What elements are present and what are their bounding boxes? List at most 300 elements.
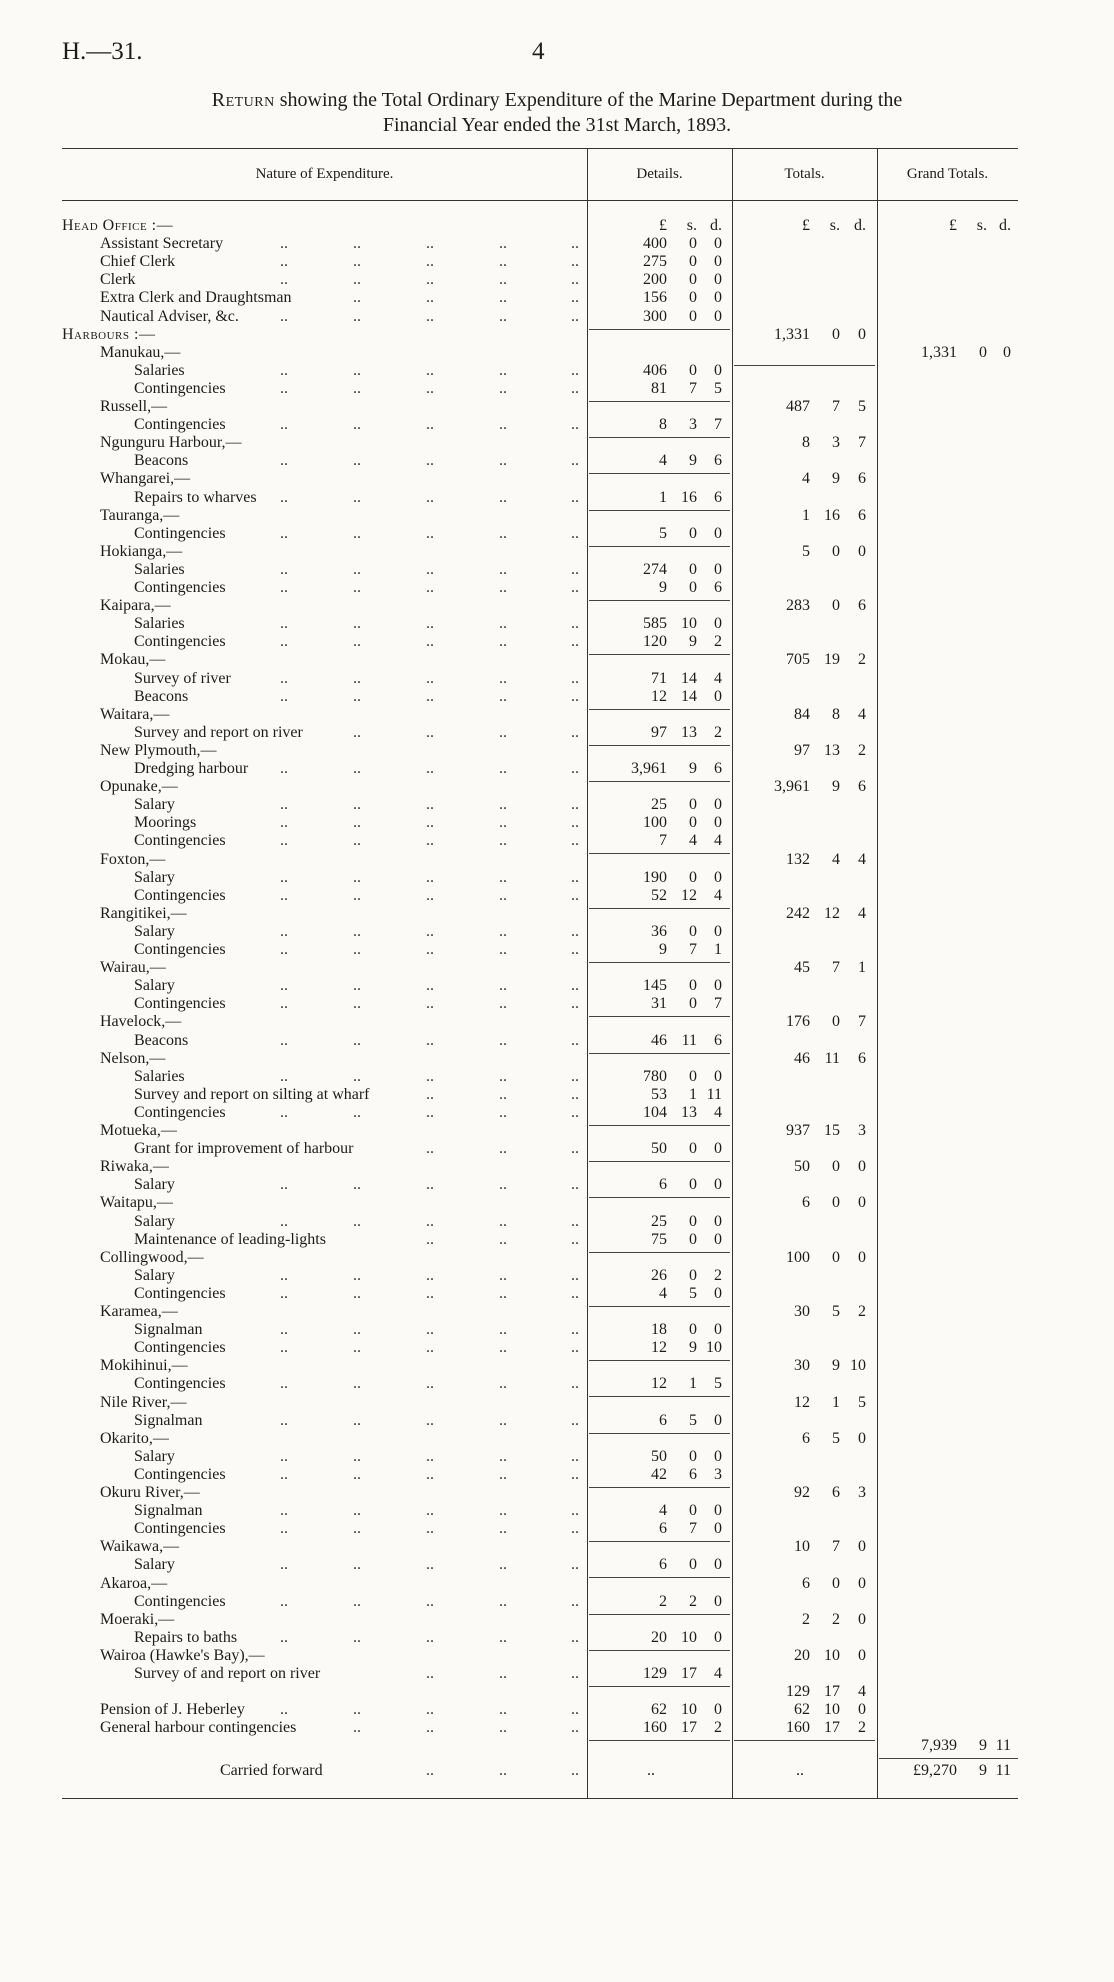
leader-dot: .. [426, 579, 434, 596]
details-amount-shillings: 0 [689, 1067, 697, 1085]
leader-dot: .. [499, 1592, 507, 1610]
leader-dot: .. [280, 524, 288, 542]
leader-dot: .. [353, 868, 361, 886]
row-label: Maintenance of leading-lights [134, 1230, 326, 1248]
leader-dot: .. [353, 560, 361, 578]
leader-dot: .. [426, 1085, 434, 1103]
row-label: Contingencies [134, 379, 226, 397]
details-amount-pounds: 406 [643, 361, 667, 379]
row-label: Russell,— [100, 398, 168, 415]
totals-amount-pence: 0 [858, 1194, 866, 1212]
totals-amount-pence: 0 [858, 1158, 866, 1176]
leader-dot: .. [499, 760, 507, 777]
row-label: Riwaka,— [100, 1158, 169, 1176]
column-header-totals: Totals. [784, 166, 825, 182]
leader-dot: .. [426, 1103, 434, 1121]
details-amount-pence: 2 [714, 633, 722, 651]
leader-dot: .. [280, 452, 288, 470]
table-row [0, 289, 1114, 307]
leader-dot: .. [280, 416, 288, 434]
leader-dot: .. [426, 1284, 434, 1302]
table-row [0, 670, 1114, 688]
row-label: Salary [134, 922, 175, 940]
totals-amount-shillings: 13 [824, 741, 840, 759]
row-label: Ngunguru Harbour,— [100, 434, 242, 452]
leader-dot: .. [426, 1176, 434, 1194]
row-label: Whangarei,— [100, 470, 191, 488]
leader-dot: .. [499, 524, 507, 542]
table-row [0, 1032, 1114, 1050]
leader-dot: .. [280, 1103, 288, 1121]
leader-dot: .. [426, 271, 434, 289]
details-amount-pounds: 81 [651, 379, 667, 397]
details-amount-pounds: 12 [651, 1375, 667, 1393]
details-amount-pence: 1 [714, 941, 722, 958]
totals-amount-shillings: 11 [824, 1049, 840, 1067]
details-amount-pounds: 97 [651, 723, 667, 741]
details-amount-pounds: 12 [651, 687, 667, 705]
table-row [0, 1357, 1114, 1375]
details-amount-pounds: 585 [643, 615, 667, 633]
leader-dot: .. [499, 1665, 507, 1682]
leader-dot: .. [426, 452, 434, 470]
details-amount-pence: 2 [714, 723, 722, 741]
row-label: Karamea,— [100, 1303, 178, 1320]
leader-dot: .. [571, 1284, 579, 1302]
details-amount-pence: 4 [714, 886, 722, 904]
details-amount-pounds: 75 [651, 1230, 667, 1248]
details-amount-pounds: 50 [651, 1447, 667, 1465]
leader-dot: .. [280, 271, 288, 289]
totals-amount-pounds: 6 [802, 1194, 810, 1212]
leader-dot: .. [426, 1465, 434, 1483]
details-amount-shillings: 0 [689, 995, 697, 1013]
details-amount-pence: 0 [714, 560, 722, 578]
row-label: Survey of and report on river [134, 1665, 321, 1682]
details-amount-shillings: 0 [689, 579, 697, 596]
table-row [0, 923, 1114, 941]
leader-dot: .. [499, 1321, 507, 1339]
details-amount-shillings: 9 [689, 452, 697, 470]
table-title-line1 [0, 89, 1114, 112]
leader-dot: .. [426, 1556, 434, 1574]
leader-dot: .. [426, 814, 434, 832]
totals-amount-shillings: 2 [832, 1610, 840, 1628]
leader-dot: .. [280, 253, 288, 271]
leader-dot: .. [499, 1284, 507, 1302]
details-amount-pounds: 53 [651, 1085, 667, 1103]
leader-dot: .. [426, 1212, 434, 1230]
details-amount-pounds: 18 [651, 1321, 667, 1339]
details-amount-shillings: 7 [689, 941, 697, 958]
leader-dot: .. [499, 615, 507, 633]
leader-dot: .. [426, 1321, 434, 1339]
table-row [0, 597, 1114, 615]
totals-amount-pounds: 705 [786, 651, 810, 669]
leader-dot: .. [571, 687, 579, 705]
leader-dot: .. [426, 723, 434, 741]
row-label: Moeraki,— [100, 1610, 175, 1628]
table-row [0, 1448, 1114, 1466]
leader-dot: .. [571, 271, 579, 289]
details-amount-shillings: 0 [689, 1230, 697, 1248]
row-label: Opunake,— [100, 778, 178, 796]
totals-amount-pence: 0 [858, 325, 866, 343]
leader-dot: .. [426, 868, 434, 886]
leader-dot: .. [571, 379, 579, 397]
table-row [0, 1285, 1114, 1303]
table-row [0, 380, 1114, 398]
details-amount-pence: 0 [714, 814, 722, 832]
totals-amount-pence: 2 [858, 1719, 866, 1737]
totals-amount-pence: 0 [858, 1429, 866, 1447]
row-label: Wairau,— [100, 959, 166, 977]
row-label: New Plymouth,— [100, 741, 217, 759]
row-label: Chief Clerk [100, 253, 176, 271]
leader-dot: .. [426, 1140, 434, 1158]
table-row [0, 1484, 1114, 1502]
leader-dot: .. [426, 615, 434, 633]
details-amount-shillings: 0 [689, 361, 697, 379]
leader-dot: .. [353, 235, 361, 253]
leader-dot: .. [426, 1665, 434, 1682]
table-row [0, 995, 1114, 1013]
leader-dot: .. [426, 1628, 434, 1646]
details-amount-shillings: 0 [689, 524, 697, 542]
totals-amount-pounds: 242 [786, 904, 810, 922]
leader-dot: .. [426, 922, 434, 940]
row-label: Nelson,— [100, 1049, 166, 1067]
leader-dot: .. [499, 1067, 507, 1085]
table-row [0, 1575, 1114, 1593]
table-row [0, 1647, 1114, 1665]
details-amount-shillings: 0 [689, 1502, 697, 1520]
table-row [0, 217, 1114, 235]
totals-amount-pence: 4 [858, 705, 866, 723]
leader-dot: .. [571, 814, 579, 832]
details-amount-shillings: 9 [689, 1339, 697, 1357]
leader-dot: .. [280, 1339, 288, 1357]
row-label: Survey and report on river [134, 723, 303, 741]
details-amount-pounds: 12 [651, 1339, 667, 1357]
totals-amount-pounds: 1,331 [774, 325, 810, 343]
details-amount-pence: 0 [714, 235, 722, 253]
leader-dot: .. [353, 1502, 361, 1520]
row-label: Harbours :— [62, 325, 156, 343]
details-amount-pounds: 400 [643, 235, 667, 253]
leader-dot: .. [353, 524, 361, 542]
leader-dot: .. [426, 1762, 434, 1779]
leader-dot: .. [571, 1140, 579, 1158]
details-amount-pence: 0 [714, 1628, 722, 1646]
leader-dot: .. [571, 361, 579, 379]
totals-amount-shillings: 10 [824, 1701, 840, 1719]
row-label: Salary [134, 1266, 175, 1284]
leader-dot: .. [571, 796, 579, 814]
totals-amount-shillings: 0 [832, 1158, 840, 1176]
leader-dot: .. [280, 1411, 288, 1429]
row-label: Signalman [134, 1321, 203, 1339]
currency-header-g-shillings: s. [976, 217, 987, 234]
details-amount-pence: 0 [714, 253, 722, 271]
totals-amount-shillings: 5 [832, 1303, 840, 1320]
table-row [0, 1412, 1114, 1430]
leader-dot: .. [499, 687, 507, 705]
leader-dot: .. [353, 253, 361, 271]
details-amount-pounds: 3,961 [631, 760, 667, 777]
leader-dot: .. [280, 1447, 288, 1465]
details-amount-pounds: 190 [643, 868, 667, 886]
leader-dot: .. [353, 579, 361, 596]
totals-amount-pounds: 6 [802, 1429, 810, 1447]
leader-dot: .. [499, 669, 507, 687]
row-label: Pension of J. Heberley [100, 1701, 245, 1719]
leader-dot: .. [499, 1103, 507, 1121]
details-amount-shillings: 0 [689, 560, 697, 578]
details-amount-shillings: 0 [689, 1140, 697, 1158]
details-amount-pounds: 20 [651, 1628, 667, 1646]
totals-amount-shillings: 1 [832, 1393, 840, 1411]
details-amount-shillings: 11 [681, 1031, 697, 1049]
leader-dot: .. [353, 1284, 361, 1302]
totals-amount-pounds: 30 [794, 1303, 810, 1320]
table-row [0, 525, 1114, 543]
leader-dot: .. [280, 941, 288, 958]
details-amount-pounds: 2 [659, 1592, 667, 1610]
leader-dot: .. [499, 361, 507, 379]
totals-amount-shillings: 0 [832, 1574, 840, 1592]
leader-dot: .. [353, 723, 361, 741]
leader-dot: .. [499, 814, 507, 832]
table-row [0, 1176, 1114, 1194]
table-row [0, 724, 1114, 742]
leader-dot: .. [353, 796, 361, 814]
details-amount-pence: 5 [714, 1375, 722, 1393]
details-amount-pounds: 9 [659, 579, 667, 596]
row-label: Hokianga,— [100, 542, 183, 560]
leader-dot: .. [499, 1447, 507, 1465]
totals-amount-shillings: 8 [832, 705, 840, 723]
details-amount-pence: 6 [714, 1031, 722, 1049]
leader-dot: .. [499, 941, 507, 958]
leader-dot: .. [571, 524, 579, 542]
details-amount-pence: 0 [714, 1230, 722, 1248]
details-amount-pence: 4 [714, 1665, 722, 1682]
details-amount-pence: 3 [714, 1465, 722, 1483]
leader-dot: .. [571, 615, 579, 633]
row-label: Assistant Secretary [100, 235, 224, 253]
leader-dot: .. [571, 1762, 579, 1779]
leader-dot: .. [499, 868, 507, 886]
table-row [0, 452, 1114, 470]
details-amount-pence: 0 [714, 1176, 722, 1194]
table-row [0, 651, 1114, 669]
details-amount-pounds: 6 [659, 1411, 667, 1429]
details-amount-pounds: 9 [659, 941, 667, 958]
table-row [0, 416, 1114, 434]
leader-dot: .. [353, 615, 361, 633]
leader-dot: .. [499, 1212, 507, 1230]
details-amount-pence: 2 [714, 1719, 722, 1737]
table-row [0, 1122, 1114, 1140]
leader-dot: .. [571, 1628, 579, 1646]
table-row [0, 615, 1114, 633]
leader-dot: .. [280, 760, 288, 777]
totals-amount-pence: 4 [858, 904, 866, 922]
title-line1-rest: showing the Total Ordinary Expenditure of the Marine Department during the [279, 89, 903, 111]
details-amount-shillings: 10 [681, 1701, 697, 1719]
leader-dot: .. [353, 977, 361, 995]
leader-dot: .. [280, 1502, 288, 1520]
leader-dot: .. [499, 1140, 507, 1158]
table-top-rule [62, 148, 1018, 149]
leader-dot: .. [571, 1176, 579, 1194]
leader-dot: .. [280, 633, 288, 651]
leader-dot: .. [571, 941, 579, 958]
row-label: Wairoa (Hawke's Bay),— [100, 1646, 265, 1664]
details-amount-pence: 0 [714, 868, 722, 886]
leader-dot: .. [353, 832, 361, 850]
totals-amount-pence: 6 [858, 778, 866, 796]
leader-dot: .. [280, 814, 288, 832]
leader-dot: .. [499, 1176, 507, 1194]
leader-dot: .. [353, 1031, 361, 1049]
table-row [0, 1683, 1114, 1701]
leader-dot: .. [499, 235, 507, 253]
details-amount-pounds: 52 [651, 886, 667, 904]
table-row [0, 760, 1114, 778]
details-amount-pence: 0 [714, 361, 722, 379]
totals-amount-shillings: 0 [832, 597, 840, 615]
column-header-grand-totals: Grand Totals. [906, 166, 989, 182]
totals-amount-pounds: 46 [794, 1049, 810, 1067]
leader-dot: .. [571, 1502, 579, 1520]
grand-amount-pence: 11 [995, 1737, 1011, 1755]
totals-amount-pence: 0 [858, 1574, 866, 1592]
leader-dot: .. [426, 886, 434, 904]
leader-dot: .. [353, 452, 361, 470]
details-amount-shillings: 0 [689, 1321, 697, 1339]
page-number: 4 [532, 38, 545, 65]
row-label: Head Office :— [62, 217, 174, 234]
details-amount-shillings: 0 [689, 1447, 697, 1465]
leader-dot: .. [499, 1031, 507, 1049]
leader-dot: .. [426, 1701, 434, 1719]
leader-dot: .. [426, 1339, 434, 1357]
leader-dot: .. [353, 687, 361, 705]
table-row [0, 633, 1114, 651]
details-amount-shillings: 10 [681, 615, 697, 633]
details-amount-pence: 0 [714, 1592, 722, 1610]
totals-amount-pence: 5 [858, 398, 866, 415]
table-row [0, 344, 1114, 362]
leader-dot: .. [280, 1266, 288, 1284]
table-row [0, 308, 1114, 326]
leader-dot: .. [353, 760, 361, 777]
table-row [0, 579, 1114, 597]
details-amount-shillings: 1 [689, 1085, 697, 1103]
details-amount-pence: 0 [714, 615, 722, 633]
details-amount-pence: 6 [714, 488, 722, 506]
leader-dot: .. [280, 1375, 288, 1393]
totals-amount-pounds: 10 [794, 1538, 810, 1556]
row-label: Salary [134, 1176, 175, 1194]
details-amount-shillings: 12 [681, 886, 697, 904]
leader-dot: .. [280, 1176, 288, 1194]
details-amount-pence: 0 [714, 1212, 722, 1230]
leader-dot: .. [499, 289, 507, 307]
table-row [0, 1629, 1114, 1647]
leader-dot: .. [426, 832, 434, 850]
details-amount-pounds: 300 [643, 307, 667, 325]
column-header-nature: Nature of Expenditure. [255, 166, 394, 182]
leader-dot: .. [353, 307, 361, 325]
leader-dot: .. [499, 995, 507, 1013]
table-row [0, 1502, 1114, 1520]
row-label: Beacons [134, 452, 189, 470]
details-amount-shillings: 14 [681, 687, 697, 705]
leader-dot: .. [571, 1321, 579, 1339]
leader-dot: .. [280, 1520, 288, 1538]
totals-amount-shillings: 12 [824, 904, 840, 922]
leader-dot: .. [280, 796, 288, 814]
details-amount-pounds: 1 [659, 488, 667, 506]
totals-amount-pounds: 4 [802, 470, 810, 488]
totals-amount-pence: 2 [858, 741, 866, 759]
totals-amount-pence: 6 [858, 597, 866, 615]
leader-dot: .. [280, 560, 288, 578]
table-row [0, 832, 1114, 850]
currency-header-d-shillings: s. [686, 217, 697, 234]
table-row [0, 1158, 1114, 1176]
details-amount-shillings: 16 [681, 488, 697, 506]
details-amount-pence: 0 [714, 1140, 722, 1158]
leader-dot: .. [571, 1103, 579, 1121]
table-row [0, 905, 1114, 923]
row-label: Contingencies [134, 1284, 226, 1302]
leader-dot: .. [353, 488, 361, 506]
table-row [0, 1466, 1114, 1484]
leader-dot: .. [571, 1447, 579, 1465]
row-label: Nautical Adviser, &c. [100, 307, 239, 325]
details-amount-shillings: 9 [689, 760, 697, 777]
leader-dot: .. [426, 1031, 434, 1049]
table-row [0, 1231, 1114, 1249]
row-label: Contingencies [134, 941, 226, 958]
leader-dot: .. [353, 1719, 361, 1737]
table-row [0, 869, 1114, 887]
grand-amount-pence: 0 [1003, 343, 1011, 361]
table-row [0, 742, 1114, 760]
totals-amount-pounds: 283 [786, 597, 810, 615]
row-label: Survey of river [134, 669, 231, 687]
totals-amount-pounds: 97 [794, 741, 810, 759]
totals-amount-pence: 2 [858, 1303, 866, 1320]
details-amount-pence: 0 [714, 1321, 722, 1339]
totals-amount-shillings: 19 [824, 651, 840, 669]
table-row [0, 1321, 1114, 1339]
leader-dot: .. [280, 1284, 288, 1302]
totals-amount-pounds: 160 [786, 1719, 810, 1737]
leader-dot: .. [499, 1762, 507, 1779]
leader-dot: .. [280, 1556, 288, 1574]
table-title-line2: Financial Year ended the 31st March, 1893. [382, 114, 732, 136]
details-amount-shillings: 13 [681, 723, 697, 741]
details-amount-pounds: 4 [659, 1284, 667, 1302]
leader-dot: .. [280, 615, 288, 633]
row-label: Salaries [134, 560, 185, 578]
table-row [0, 271, 1114, 289]
